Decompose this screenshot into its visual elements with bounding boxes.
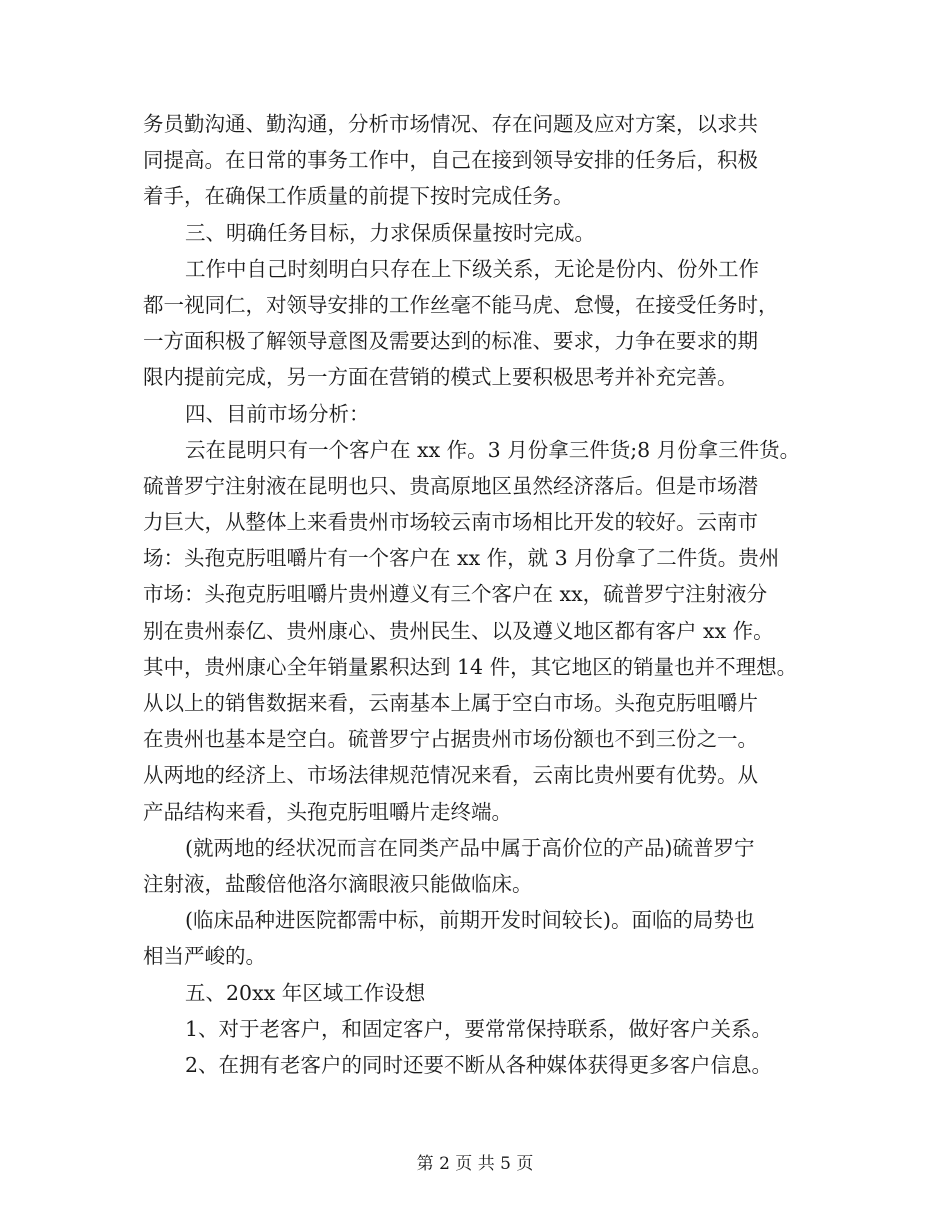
- text-line: 从两地的经济上、市场法律规范情况来看，云南比贵州要有优势。从: [143, 763, 758, 788]
- text-line: 市场：头孢克肟咀嚼片贵州遵义有三个客户在 xx，硫普罗宁注射液分: [143, 582, 768, 607]
- text-line: 在贵州也基本是空白。硫普罗宁占据贵州市场份额也不到三份之一。: [143, 727, 758, 752]
- section-heading: 五、20xx 年区域工作设想: [185, 980, 426, 1005]
- section-heading: 三、明确任务目标，力求保质保量按时完成。: [185, 220, 595, 245]
- list-item: 2、在拥有老客户的同时还要不断从各种媒体获得更多客户信息。: [185, 1052, 773, 1077]
- text-line: 务员勤沟通、勤沟通，分析市场情况、存在问题及应对方案，以求共: [143, 112, 758, 136]
- section-heading: 四、目前市场分析：: [185, 401, 370, 426]
- text-line: 力巨大，从整体上来看贵州市场较云南市场相比开发的较好。云南市: [143, 510, 758, 535]
- text-line: 一方面积极了解领导意图及需要达到的标准、要求，力争在要求的期: [143, 329, 758, 354]
- text-line: 硫普罗宁注射液在昆明也只、贵高原地区虽然经济落后。但是市场潜: [143, 473, 758, 498]
- text-line: 同提高。在日常的事务工作中，自己在接到领导安排的任务后，积极: [143, 148, 758, 173]
- text-line: 着手，在确保工作质量的前提下按时完成任务。: [143, 184, 574, 209]
- text-line: 场：头孢克肟咀嚼片有一个客户在 xx 作，就 3 月份拿了二件货。贵州: [143, 546, 780, 571]
- text-line: 限内提前完成，另一方面在营销的模式上要积极思考并补充完善。: [143, 365, 738, 390]
- text-line: 云在昆明只有一个客户在 xx 作。3 月份拿三件货;8 月份拿三件货。: [185, 437, 801, 462]
- text-line: 产品结构来看，头孢克肟咀嚼片走终端。: [143, 799, 512, 824]
- text-line: 从以上的销售数据来看，云南基本上属于空白市场。头孢克肟咀嚼片: [143, 691, 758, 715]
- text-line: 注射液，盐酸倍他洛尔滴眼液只能做临床。: [143, 871, 533, 896]
- text-line: 相当严峻的。: [143, 944, 266, 969]
- text-line: 其中，贵州康心全年销量累积达到 14 件，其它地区的销量也并不理想。: [143, 654, 798, 679]
- page-number-footer: 第 2 页 共 5 页: [416, 1154, 534, 1174]
- list-item: 1、对于老客户，和固定客户，要常常保持联系，做好客户关系。: [185, 1016, 773, 1041]
- document-body: [143, 106, 823, 1083]
- text-line: (临床品种进医院都需中标，前期开发时间较长)。面临的局势也: [185, 908, 755, 933]
- text-line: (就两地的经状况而言在同类产品中属于高价位的产品)硫普罗宁: [185, 835, 755, 860]
- text-line: 别在贵州泰亿、贵州康心、贵州民生、以及遵义地区都有客户 xx 作。: [143, 618, 774, 643]
- text-line: 都一视同仁，对领导安排的工作丝毫不能马虎、怠慢，在接受任务时，: [143, 292, 779, 317]
- text-line: 工作中自己时刻明白只存在上下级关系，无论是份内、份外工作: [185, 256, 759, 281]
